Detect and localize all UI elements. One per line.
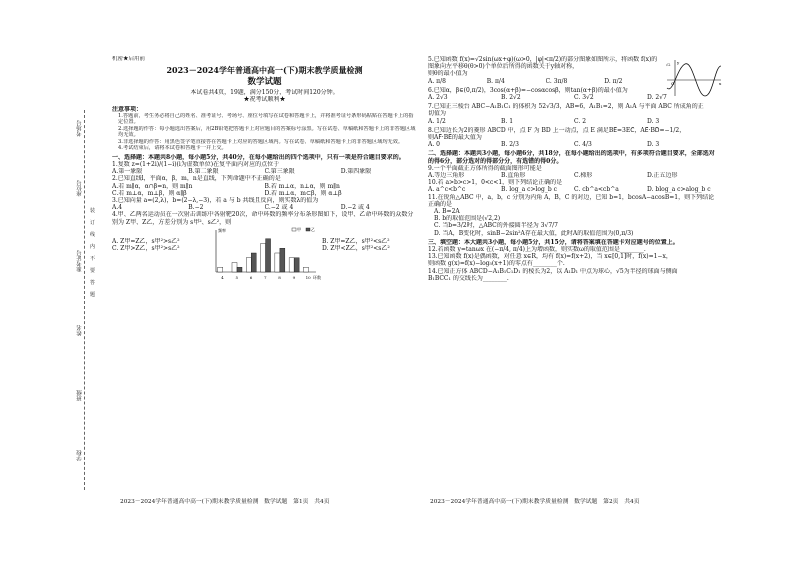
q2-options-row2 (112, 190, 417, 197)
chart-bar-乙-6 (251, 253, 256, 272)
q6-option-b: B. 2√2 (501, 94, 521, 102)
q1-options (112, 168, 417, 175)
graph-x-label: x (719, 81, 722, 86)
q7-option-c: C. 2 (574, 117, 587, 125)
q11-option-a: A. B=2A (434, 208, 460, 216)
q12-stem: 12.若函数 y=tanωx 在(−π/4, π/4)上为增函数，则实数ω的取值范围是________. (428, 246, 646, 254)
q1-option-b: B.第二象限 (188, 168, 219, 176)
q9-options (428, 172, 720, 179)
chart-legend-label: 甲 (297, 226, 301, 232)
q11-option-d: D. 当A，B变化时，sinB−2sin²A存在最大值，此时A的取值范围为(0,π/3) (434, 229, 634, 237)
q4-option-a: A. Z甲=Z乙，s甲²>s乙² (112, 237, 180, 245)
q3-option-b: B.−2 (188, 204, 204, 212)
q8-option-b: B. 2/3 (501, 141, 519, 149)
seal-char: 要 (90, 268, 96, 274)
q7-option-b: B. 1 (501, 117, 514, 125)
dashed-binding-line (84, 110, 85, 490)
chart-bar-乙-9 (294, 258, 299, 272)
q5-option-b: B. π/4 (486, 77, 505, 85)
q1-option-d: D.第四象限 (340, 168, 372, 176)
q9-option-d: D.正五边形 (647, 172, 678, 180)
seal-char: 不 (90, 256, 96, 262)
section-1-heading: 一、选择题：本题共8小题，每小题5分，共40分，在每小题给出的四个选项中，只有一项是符合题目要求的。 (112, 153, 405, 161)
q6-option-d: D. 2√7 (647, 94, 667, 102)
school-label: 学校 (77, 450, 83, 461)
q10-options (428, 186, 720, 193)
graph-origin-label: O (671, 81, 675, 86)
chart-x-tick-label: 8 (278, 274, 281, 280)
q2-option-b: B.若 m⊥α，n⊥α，则 m∥n (264, 182, 340, 190)
chart-legend-swatch-甲 (292, 228, 296, 231)
secret-label: 机密★启用前 (112, 56, 146, 62)
exam-room-label: 考场号 (77, 120, 83, 137)
chart-x-tick-label: 5 (235, 274, 238, 280)
q10-option-d: D. blog_a c>alog_b c (647, 186, 711, 194)
q5-option-c: C. 3π/8 (545, 77, 568, 85)
q8-line-2: 则AF⃗·BE⃗的最大值为 (428, 134, 482, 142)
q2-option-d: D.若 m⊥α，m⊂β，则 α⊥β (264, 189, 342, 197)
q11-option-c: C. 当b=3/2时，△ABC的外接圆半径为 3√7/7 (434, 222, 558, 230)
class-label: 班级 (77, 390, 83, 401)
q4-body (112, 226, 417, 282)
q5-option-a: A. π/8 (428, 77, 446, 85)
chart-bar-甲-9 (289, 258, 294, 272)
q7-line-2: 切值为 (428, 110, 447, 118)
q2-stem: 2.已知直线l，平面α，β，m，n是直线，下列命题中不正确的是 (112, 175, 281, 183)
q14-line-1: 14.已知正方体 ABCD−A₁B₁C₁D₁ 的棱长为2，以 A₁D₁ 中点为球心，√5为半径的球面与侧面 (428, 267, 678, 275)
chart-y-label: 频率 (218, 227, 226, 233)
q1-stem: 1.复数 z=(1+2i)/(1−i)(i为虚数单位)在复平面内对应的点位于 (112, 161, 280, 169)
chart-x-tick-label: 7 (264, 274, 267, 280)
q2-options-row1 (112, 183, 417, 190)
note-2: 2.选择题的作答：每小题选出答案后，用2B铅笔把答题卡上对应题目的答案标号涂黑。写在试卷、草稿纸和答题卡上的非答题区域均无效。 (118, 125, 416, 139)
q4-options-right (322, 226, 412, 282)
q7-option-d: D. 3 (647, 117, 660, 125)
chart-legend-swatch-乙 (306, 228, 310, 231)
sine-graph-figure (665, 58, 723, 98)
chart-x-tick-label: 6 (249, 274, 253, 280)
section-3-heading: 三、填空题：本大题共3小题，每小题5分，共15分，请将答案填在答题卡对应题号的位置上。 (428, 238, 679, 246)
chart-x-label: 环数 (313, 274, 321, 280)
q10-stem: 10.若 a>b>c>1，0<c<1，则下列结论正确的是 (428, 179, 563, 187)
seal-char: 线 (90, 232, 96, 238)
seal-text: ★祝考试顺利★ (243, 96, 286, 104)
q8-options (428, 141, 720, 148)
q4-options (112, 226, 202, 282)
chart-x-tick-label: 4 (221, 274, 224, 280)
chart-legend-label: 乙 (311, 226, 315, 232)
q10-option-c: C. cb^a<cb^a (574, 186, 619, 194)
graph-top-label: √2 (666, 63, 671, 67)
right-page (428, 56, 720, 518)
chart-bar-甲-5 (232, 262, 237, 272)
seal-char: 装 (90, 208, 96, 214)
q8-option-c: C. 4/3 (574, 141, 592, 149)
q2-option-a: A.若 m∥α，α∩β=n，则 m∥n (112, 182, 193, 190)
exam-subtitle: 数学试题 (247, 77, 282, 88)
q9-stem: 9.一个平面截正方体所得的截面图形可能是 (428, 164, 542, 172)
chart-bar-甲-4 (218, 267, 223, 272)
chart-bar-甲-6 (246, 258, 251, 272)
seal-char: 内 (90, 244, 96, 250)
q8-option-a: A. 0 (428, 141, 440, 149)
right-page-footer: 2023－2024学年普通高中高一(下)期末教学质量检测 数学试题 第2页 共4页 (430, 499, 640, 505)
q13-line-2: 则函数 g(x)=f(x)−log₅(x+1)的零点有________个. (428, 260, 565, 268)
q3-option-c: C.−2 或 4 (264, 204, 294, 212)
q4-stem: 4.甲、乙两名运动员在一次射击训练中各射靶20次，命中环数的频率分布条形图如下，设甲、乙命中环数的众数分别为 Z甲、Z乙，方差分别为 s甲²、s乙²，则 (112, 211, 414, 226)
chart-bar-甲-8 (275, 253, 280, 272)
q3-stem: 3.已知向量 a=(2,λ)，b=(2−λ,−3)，若 a 与 b 共线且反向，则实数λ的值为 (112, 197, 319, 205)
q8-line-1: 8.已知边长为2的菱形 ABCD 中，点 F 为 BD 上一动点，点 E 满足BE⃗=3EC⃗，AE⃗·BD⃗=−1/2， (428, 126, 686, 134)
note-1: 1.答题前，考生务必将自己的姓名、准考证号、考场号、座位号填写在试卷和答题卡上，并将准考证号条形码粘贴在答题卡上的指定位置。 (118, 112, 414, 126)
q9-option-b: B.直角形 (501, 172, 526, 180)
q3-options (112, 204, 417, 211)
chart-bar-甲-7 (261, 243, 266, 272)
q2-option-c: C.若 m⊥α，m⊥β，则 α∥β (112, 189, 187, 197)
q5-option-d: D. π/2 (604, 77, 623, 85)
ticket-number-label: 准考证号 (77, 250, 83, 272)
graph-y-label: y (677, 60, 680, 65)
q6-option-a: A. 2√3 (428, 94, 448, 102)
q13-line-1: 13.已知函数 f(x)是偶函数，对任意 x∈R，均有 f(x)=f(x+2)，当 x∈[0,1]时，f(x)=1−x， (428, 253, 672, 261)
chart-x-tick-label: 10 (305, 274, 311, 280)
chart-bar-乙-5 (237, 267, 242, 272)
q4-option-d: D. Z甲<Z乙，s甲²<s乙² (322, 245, 390, 253)
q7-options (428, 118, 720, 125)
q7-line-1: 7.已知正三棱台 ABC−A₁B₁C₁ 的体积为 52√3/3，AB=6，A₁B₁=2，则 A₁A 与平面 ABC 所成角的正 (428, 103, 704, 111)
seal-line-text (90, 205, 95, 301)
note-4: 4.考试结束后，请将本试卷和答题卡一并上交。 (118, 145, 227, 152)
seal-char: 题 (90, 292, 96, 298)
section-2-heading: 二、选择题：本题共3小题，每小题6分，共18分，在每小题给出的选项中，有多项符合题目要求，全部选对的得6分，部分选对的得部分分，有选错的得0分。 (428, 150, 715, 165)
q1-option-c: C.第三象限 (264, 168, 295, 176)
q5-options (428, 78, 663, 85)
q11-stem: 11.在锐角△ABC 中，a，b，c 分别为内角 A，B，C 的对边，已知 b=1，bcosA−acosB=1，则下列结论正确的是 (428, 193, 715, 208)
name-label: 姓名 (77, 325, 83, 336)
exam-title: 2023－2024学年普通高中高一(下)期末教学质量检测 (166, 65, 363, 76)
binding-strip (62, 110, 102, 490)
q5-line-1: 5.已知函数 f(x)=√2sin(ωx+φ)(ω>0，|φ|<π/2)的部分图象如图所示，将函数 f(x)的图象向左平移θ(θ>0)个单位后所得的函数关于y轴对称， (428, 56, 658, 71)
seal-char: 订 (90, 220, 96, 226)
q8-option-d: D. 3 (647, 141, 660, 149)
q4-option-c: C. Z甲>Z乙，s甲²>s乙² (112, 245, 180, 253)
q10-option-a: A. a^c<b^c (428, 186, 466, 194)
q3-option-d: D.−2 或 4 (340, 204, 370, 212)
left-page (112, 56, 417, 518)
q9-option-c: C.梯形 (574, 172, 593, 180)
exam-info: 本试卷共4页，19题，满分150分，考试时间120分钟。 (190, 89, 339, 97)
q5-line-2: 则θ的最小值为 (428, 70, 468, 78)
q7-option-a: A. 1/2 (428, 117, 446, 125)
q11-option-b: B. b的取值范围是(√2,2) (434, 215, 501, 223)
chart-bar-甲-10 (303, 267, 308, 272)
notes-title: 注意事项： (112, 105, 143, 113)
q3-option-a: A.4 (112, 204, 123, 212)
seat-number-label: 座位号 (77, 180, 83, 197)
chart-x-tick-label: 9 (292, 274, 296, 280)
q4-option-b: B. Z甲=Z乙，s甲²<s乙² (322, 237, 390, 245)
note-3: 3.非选择题的作答：用黑色签字笔直接答在答题卡上对应的答题区域内。写在试卷、草稿纸和答题卡上的非答题区域均无效。 (118, 138, 404, 145)
chart-bar-乙-7 (266, 239, 271, 272)
q9-option-a: A.等边三角形 (428, 172, 465, 180)
frequency-bar-chart (202, 226, 322, 282)
seal-char: 答 (90, 280, 96, 286)
chart-bar-乙-8 (280, 248, 285, 272)
q6-option-c: C. 3√2 (574, 94, 594, 102)
q1-option-a: A.第一象限 (112, 168, 143, 176)
left-page-footer: 2023－2024学年普通高中高一(下)期末教学质量检测 数学试题 第1页 共4页 (120, 499, 330, 505)
q6-stem: 6.已知α，β∈(0,π/2)，3cos(α+β)=−cosαcosβ，则tan(α+β)的最小值为 (428, 86, 628, 94)
q10-option-b: B. log_a c>log_b c (501, 186, 557, 194)
q14-line-2: B₁BCC₁ 的交线长为________. (428, 274, 509, 282)
